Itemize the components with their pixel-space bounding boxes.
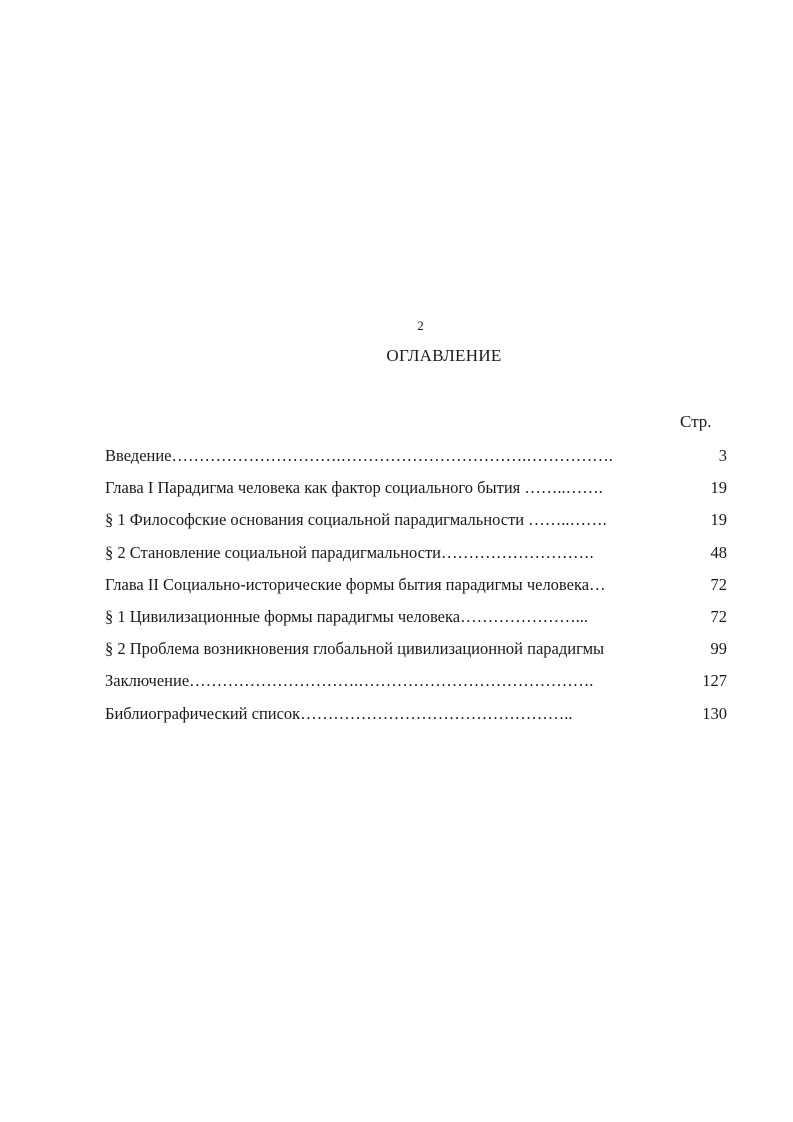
toc-entry-text: § 1 Философские основания социальной парадигмальности ……..…….: [105, 510, 607, 530]
table-of-contents: [105, 440, 727, 730]
toc-entry-page: 72: [710, 607, 727, 627]
toc-title: ОГЛАВЛЕНИЕ: [386, 346, 502, 365]
toc-entry-page: 99: [710, 639, 727, 659]
toc-entry-page: 48: [710, 542, 727, 562]
toc-entry-chapter-2-section-1[interactable]: [105, 601, 727, 633]
toc-entry-page: 130: [702, 703, 727, 723]
toc-entry-chapter-2-section-2[interactable]: [105, 633, 727, 665]
toc-entry-page: 19: [710, 510, 727, 530]
toc-entry-page: 19: [710, 478, 727, 498]
page-number: 2: [417, 318, 424, 333]
toc-entry-page: 127: [702, 671, 727, 691]
toc-entry-bibliography[interactable]: [105, 698, 727, 730]
toc-entry-text: § 2 Становление социальной парадигмальности……………………….: [105, 542, 594, 562]
toc-entry-text: Библиографический список…………………………………………..: [105, 703, 573, 723]
toc-page-column-header: Стр.: [680, 412, 712, 431]
toc-entry-page: 72: [710, 574, 727, 594]
toc-entry-text: Заключение………………………….…………………………………….: [105, 671, 594, 691]
toc-entry-chapter-1[interactable]: [105, 472, 727, 504]
toc-entry-text: Введение………………………….…………………………….…………….: [105, 446, 613, 466]
toc-entry-text: § 1 Цивилизационные формы парадигмы человека…………………...: [105, 607, 588, 627]
toc-entry-chapter-1-section-1[interactable]: [105, 504, 727, 536]
toc-entry-introduction[interactable]: [105, 440, 727, 472]
toc-entry-chapter-2[interactable]: [105, 569, 727, 601]
toc-entry-text: § 2 Проблема возникновения глобальной цивилизационной парадигмы: [105, 639, 605, 659]
toc-entry-text: Глава II Социально-исторические формы бытия парадигмы человека…: [105, 574, 606, 594]
toc-entry-page: 3: [718, 446, 727, 466]
toc-entry-chapter-1-section-2[interactable]: [105, 537, 727, 569]
toc-entry-conclusion[interactable]: [105, 665, 727, 697]
toc-entry-text: Глава I Парадигма человека как фактор социального бытия ……..…….: [105, 478, 603, 498]
